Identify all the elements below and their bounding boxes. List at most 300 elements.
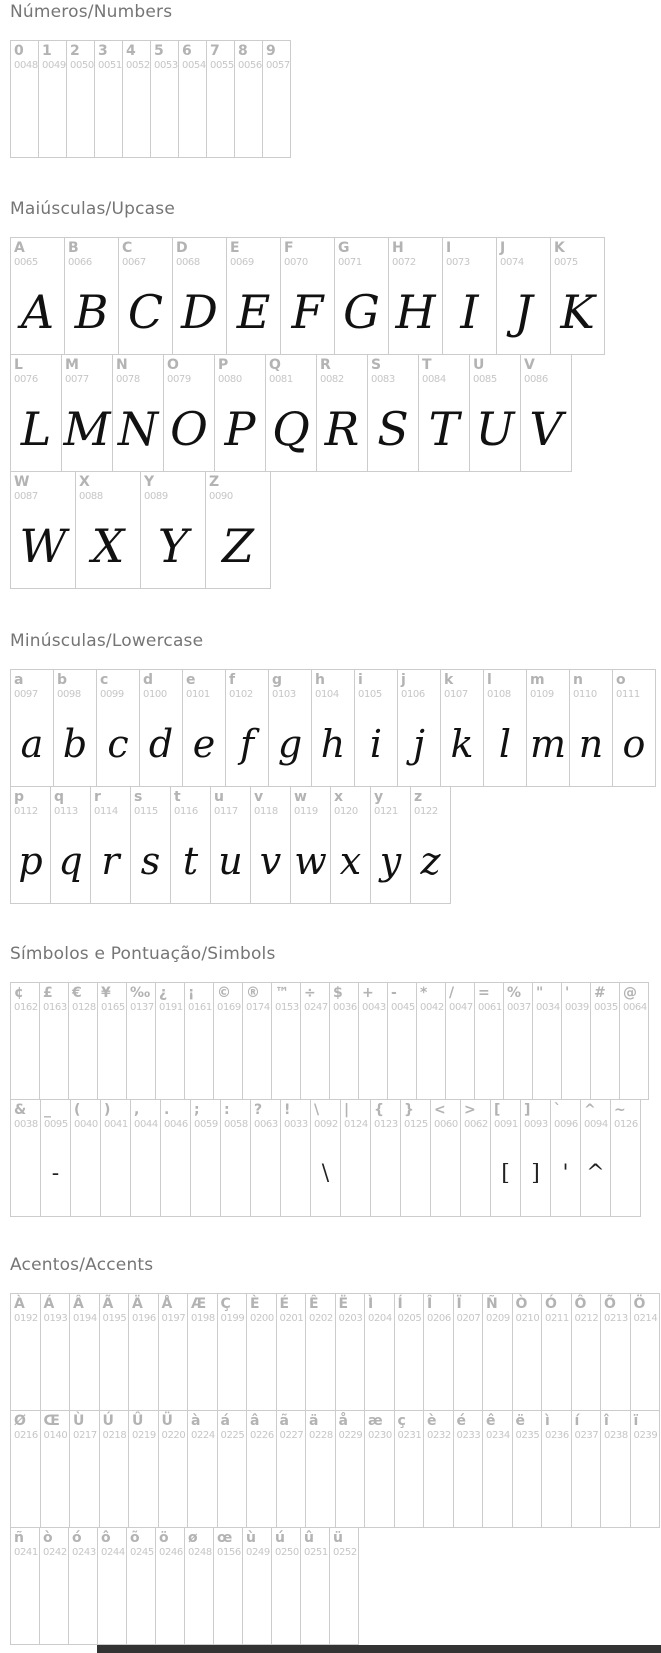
char-cell [61,354,113,472]
cell-head [188,1294,217,1325]
char-cell [170,786,211,904]
cell-head [69,983,97,1014]
char-glyph [631,1442,660,1527]
char-code: 0201 [279,1313,304,1324]
char-label: £ [43,985,53,1001]
cell-head [100,1294,129,1325]
char-code: 0228 [309,1430,333,1441]
char-cell [335,1410,366,1528]
char-cell [242,1527,272,1645]
char-glyph [127,1559,155,1644]
charmap-row [10,1099,641,1217]
char-code: 0219 [132,1430,156,1441]
char-code: 0249 [246,1547,270,1558]
charmap-row [10,669,656,787]
cell-head [301,983,329,1014]
char-glyph: i [369,721,383,766]
char-code: 0067 [122,257,146,268]
char-cell [316,354,368,472]
char-code: 0056 [238,60,262,71]
char-code: 0102 [229,689,253,700]
char-cell [571,1410,602,1528]
cell-head [119,238,172,269]
cell-head [131,1100,160,1131]
char-glyph [131,1131,160,1216]
char-cell [97,1527,127,1645]
char-glyph: G [343,284,380,339]
cell-head [355,670,397,701]
char-label: { [374,1102,384,1118]
char-label: ? [254,1102,263,1118]
char-code: 0060 [434,1119,458,1130]
char-cell [276,1410,307,1528]
char-glyph: C [127,284,164,339]
char-glyph [179,72,206,157]
char-label: ê [486,1413,496,1429]
char-code: 0214 [633,1313,658,1324]
char-label: B [68,240,79,256]
char-label: S [371,357,382,373]
char-code: 0087 [14,491,38,502]
char-cell [68,1527,98,1645]
cell-head [359,983,387,1014]
char-cell [423,1293,454,1411]
char-glyph [454,1325,483,1410]
char-code: 0097 [14,689,38,700]
char-code: 0126 [614,1119,638,1130]
char-code: 0073 [446,257,470,268]
char-glyph [39,72,66,157]
char-glyph: q [58,838,83,883]
cell-head [156,983,184,1014]
cell-head [277,1294,306,1325]
char-glyph [11,1014,39,1099]
char-code: 0241 [14,1547,38,1558]
char-cell [246,1410,277,1528]
cell-head [159,1411,188,1442]
cell-head [185,1528,213,1559]
char-glyph [611,1131,640,1216]
char-label: z [414,789,423,805]
char-cell [410,786,451,904]
cell-head [581,1100,610,1131]
char-cell [10,1099,41,1217]
char-cell [541,1410,572,1528]
char-code: 0053 [154,60,178,71]
char-cell [394,1293,425,1411]
char-cell [150,40,179,158]
char-code: 0197 [161,1313,186,1324]
char-label: V [524,357,535,373]
char-glyph [513,1325,542,1410]
char-code: 0078 [116,374,140,385]
char-glyph: t [182,838,199,883]
cell-head [95,41,122,72]
char-glyph: I [460,284,479,339]
char-code: 0115 [134,806,158,817]
char-label: F [284,240,294,256]
char-cell [453,1410,484,1528]
char-glyph [161,1131,190,1216]
char-label: N [116,357,128,373]
cell-head [11,238,64,269]
char-code: 0046 [164,1119,188,1130]
char-cell [250,1099,281,1217]
char-cell [541,1293,572,1411]
char-cell [184,982,214,1100]
cell-head [281,1100,310,1131]
char-label: I [446,240,452,256]
cell-head [443,238,496,269]
char-label: a [14,672,24,688]
char-code: 0225 [220,1430,245,1441]
char-label: 9 [266,43,276,59]
cell-head [67,41,94,72]
cell-head [263,41,290,72]
char-code: 0040 [74,1119,98,1130]
char-cell [370,786,411,904]
char-cell [512,1293,543,1411]
char-code: 0169 [217,1002,241,1013]
char-label: [ [494,1102,501,1118]
char-cell [482,1293,513,1411]
char-code: 0123 [374,1119,398,1130]
char-label: ô [101,1530,111,1546]
char-cell [155,982,185,1100]
char-code: 0072 [392,257,416,268]
char-code: 0085 [473,374,497,385]
char-label: Æ [191,1296,207,1312]
char-label: ! [284,1102,291,1118]
char-glyph [281,1131,310,1216]
char-glyph [306,1325,335,1410]
char-label: ò [43,1530,53,1546]
char-code: 0195 [102,1313,127,1324]
char-cell [122,40,151,158]
char-code: 0229 [338,1430,363,1441]
char-code: 0205 [397,1313,422,1324]
char-glyph [11,1131,40,1216]
char-code: 0033 [284,1119,308,1130]
section-lowercase [10,631,661,904]
cell-head [11,983,39,1014]
cell-head [235,41,262,72]
cell-head [401,1100,430,1131]
char-cell [335,1293,366,1411]
char-code: 0198 [191,1313,215,1324]
cell-head [11,787,50,818]
char-cell [226,237,281,355]
cell-head [389,238,442,269]
char-label: © [217,985,231,1001]
char-code: 0051 [98,60,122,71]
char-glyph [572,1325,601,1410]
char-label: X [79,474,90,490]
char-code: 0118 [254,806,278,817]
char-cell [430,1099,461,1217]
char-glyph [572,1442,601,1527]
char-label: L [14,357,23,373]
cell-head [371,787,410,818]
char-glyph: U [475,401,515,456]
cell-head [611,1100,640,1131]
char-glyph [263,72,290,157]
char-cell [329,982,359,1100]
cell-head [266,355,316,386]
char-label: ~ [614,1102,626,1118]
char-label: _ [44,1102,51,1118]
char-label: Ã [102,1296,114,1312]
char-glyph: ] [531,1161,540,1186]
char-code: 0079 [167,374,191,385]
char-glyph [247,1442,276,1527]
char-label: @ [623,985,637,1001]
char-glyph: T [428,401,460,456]
char-cell [184,1527,214,1645]
char-code: 0250 [275,1547,299,1558]
char-label: | [344,1102,350,1118]
char-glyph [330,1559,358,1644]
cell-head [98,1528,126,1559]
char-label: R [320,357,331,373]
char-code: 0064 [623,1002,647,1013]
cell-head [51,787,90,818]
cell-head [631,1411,660,1442]
char-code: 0076 [14,374,38,385]
char-cell [10,1410,41,1528]
char-code: 0066 [68,257,92,268]
char-cell [423,1410,454,1528]
char-cell [187,1410,218,1528]
char-label: É [279,1296,290,1312]
char-label: P [218,357,229,373]
char-glyph: w [294,838,327,883]
charmap-row [10,786,451,904]
cell-head [613,670,655,701]
char-cell [370,1099,401,1217]
char-cell [469,354,521,472]
char-cell [453,1293,484,1411]
char-label: Q [269,357,281,373]
char-code: 0237 [574,1430,599,1441]
char-code: 0220 [161,1430,186,1441]
char-code: 0242 [43,1547,67,1558]
char-glyph: M [63,401,111,456]
char-code: 0226 [250,1430,274,1441]
char-code: 0194 [73,1313,97,1324]
char-cell [66,40,95,158]
char-cell [442,237,497,355]
char-code: 0035 [594,1002,618,1013]
cell-head [411,787,450,818]
char-code: 0116 [174,806,198,817]
cell-head [441,670,483,701]
char-code: 0091 [494,1119,518,1130]
char-label: & [14,1102,27,1118]
char-glyph [336,1442,365,1527]
cell-head [40,1528,68,1559]
cell-head [11,472,75,503]
char-glyph: s [140,838,161,883]
char-cell [139,669,183,787]
char-cell [96,669,140,787]
char-cell [126,982,156,1100]
char-cell [10,982,40,1100]
cell-head [484,670,526,701]
char-code: 0230 [368,1430,392,1441]
char-cell [445,982,475,1100]
char-cell [364,1410,395,1528]
char-glyph [156,1559,184,1644]
char-glyph [69,1014,97,1099]
char-label: å [338,1413,348,1429]
char-cell [305,1293,336,1411]
char-label: ï [633,1413,639,1429]
char-cell [217,1293,248,1411]
char-label: j [401,672,406,688]
char-code: 0174 [246,1002,270,1013]
char-glyph: A [20,284,55,339]
cell-head [127,983,155,1014]
char-code: 0103 [272,689,296,700]
char-cell [630,1410,661,1528]
char-label: r [94,789,101,805]
char-glyph [454,1442,483,1527]
char-label: 1 [42,43,52,59]
char-code: 0232 [427,1430,451,1441]
char-label: . [164,1102,170,1118]
char-code: 0200 [250,1313,274,1324]
char-label: c [100,672,109,688]
char-cell [90,786,131,904]
char-label: d [143,672,154,688]
char-glyph [431,1131,460,1216]
char-cell [205,471,271,589]
char-label: 0 [14,43,24,59]
char-code: 0086 [524,374,548,385]
char-glyph [631,1325,660,1410]
char-glyph [542,1442,571,1527]
char-glyph: ' [562,1161,569,1186]
char-code: 0209 [486,1313,510,1324]
char-code: 0048 [14,60,38,71]
char-cell [612,669,656,787]
char-cell [10,1527,40,1645]
cell-head [11,1528,39,1559]
char-cell [520,1099,551,1217]
char-glyph: x [339,838,362,883]
char-label: ó [72,1530,82,1546]
char-label: m [530,672,545,688]
char-label: ú [275,1530,285,1546]
char-code: 0252 [333,1547,357,1558]
cell-head [70,1294,99,1325]
char-cell [38,40,67,158]
char-glyph [191,1131,220,1216]
char-label: ë [515,1413,525,1429]
char-cell [140,471,206,589]
char-label: é [456,1413,466,1429]
char-cell [496,237,551,355]
char-glyph: n [578,721,604,766]
char-label: C [122,240,133,256]
char-label: t [174,789,181,805]
char-code: 0093 [524,1119,548,1130]
char-glyph [461,1131,490,1216]
char-glyph: K [560,284,595,339]
char-glyph [336,1325,365,1410]
char-code: 0068 [176,257,200,268]
char-glyph: j [413,721,425,766]
char-label: ö [159,1530,169,1546]
char-code: 0125 [404,1119,428,1130]
char-glyph: o [622,721,646,766]
char-cell [118,237,173,355]
char-cell [329,1527,359,1645]
char-cell [387,982,417,1100]
char-label: # [594,985,606,1001]
char-cell [220,1099,251,1217]
char-cell [262,40,291,158]
char-code: 0202 [309,1313,333,1324]
char-label: Ô [574,1296,587,1312]
char-label: Ü [161,1413,173,1429]
char-cell [271,982,301,1100]
char-label: 5 [154,43,164,59]
cell-head [65,238,118,269]
char-label: 6 [182,43,192,59]
char-cell [580,1099,611,1217]
char-cell [503,982,533,1100]
cell-head [483,1411,512,1442]
charmap-row [10,237,605,355]
char-code: 0119 [294,806,318,817]
cell-head [336,1411,365,1442]
char-cell [206,40,235,158]
cell-head [218,1411,247,1442]
char-glyph [243,1014,271,1099]
char-glyph: f [239,721,255,766]
char-code: 0109 [530,689,554,700]
char-cell [561,982,591,1100]
cell-head [243,1528,271,1559]
char-cell [94,40,123,158]
char-label: Y [144,474,155,490]
char-label: g [272,672,283,688]
char-cell [75,471,141,589]
char-label: J [500,240,506,256]
char-label: w [294,789,307,805]
cell-head [336,1294,365,1325]
char-code: 0191 [159,1002,183,1013]
char-cell [160,1099,191,1217]
char-cell [265,354,317,472]
cell-head [591,983,619,1014]
charmap-row [10,471,271,589]
char-code: 0069 [230,257,254,268]
cell-head [214,983,242,1014]
cell-head [272,1528,300,1559]
char-code: 0108 [487,689,511,700]
char-label: Ñ [486,1296,498,1312]
char-cell [39,1527,69,1645]
char-code: 0244 [101,1547,125,1558]
char-label: 4 [126,43,136,59]
char-cell [10,786,51,904]
char-code: 0233 [456,1430,481,1441]
char-glyph [129,1325,158,1410]
char-glyph [40,1559,68,1644]
